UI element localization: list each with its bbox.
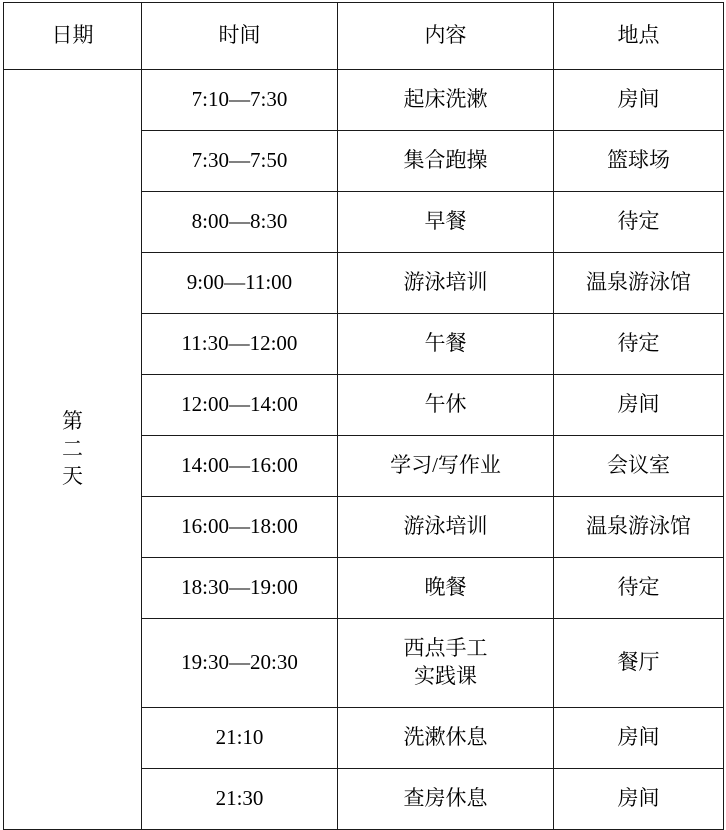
content-cell: 午休 [338, 375, 554, 436]
content-cell: 洗漱休息 [338, 708, 554, 769]
content-cell: 午餐 [338, 314, 554, 375]
place-cell: 篮球场 [554, 131, 724, 192]
day-label-text: 第二天 [61, 409, 83, 488]
place-cell: 房间 [554, 708, 724, 769]
time-cell: 21:30 [142, 769, 338, 830]
place-cell: 房间 [554, 70, 724, 131]
content-cell [338, 619, 554, 708]
time-cell: 18:30—19:00 [142, 558, 338, 619]
content-line: 实践课 [414, 664, 477, 688]
content-cell: 起床洗漱 [338, 70, 554, 131]
time-cell: 9:00—11:00 [142, 253, 338, 314]
time-cell: 7:30—7:50 [142, 131, 338, 192]
table-body [4, 70, 724, 830]
place-cell: 会议室 [554, 436, 724, 497]
time-cell: 8:00—8:30 [142, 192, 338, 253]
time-cell: 11:30—12:00 [142, 314, 338, 375]
place-cell: 房间 [554, 375, 724, 436]
time-cell: 12:00—14:00 [142, 375, 338, 436]
place-cell: 餐厅 [554, 619, 724, 708]
time-cell: 7:10—7:30 [142, 70, 338, 131]
place-cell: 温泉游泳馆 [554, 253, 724, 314]
time-cell: 16:00—18:00 [142, 497, 338, 558]
content-cell: 晚餐 [338, 558, 554, 619]
content-cell: 查房休息 [338, 769, 554, 830]
column-header-content: 内容 [338, 3, 554, 70]
place-cell: 温泉游泳馆 [554, 497, 724, 558]
time-cell: 14:00—16:00 [142, 436, 338, 497]
day-label-cell [4, 70, 142, 830]
column-header-time: 时间 [142, 3, 338, 70]
content-cell: 早餐 [338, 192, 554, 253]
content-cell: 游泳培训 [338, 497, 554, 558]
time-cell: 21:10 [142, 708, 338, 769]
schedule-table [3, 2, 724, 830]
content-cell: 集合跑操 [338, 131, 554, 192]
column-header-place: 地点 [554, 3, 724, 70]
header-row [4, 3, 724, 70]
content-cell: 学习/写作业 [338, 436, 554, 497]
time-cell: 19:30—20:30 [142, 619, 338, 708]
content-line: 西点手工 [403, 636, 488, 661]
column-header-date: 日期 [4, 3, 142, 70]
table-row [4, 70, 724, 131]
place-cell: 房间 [554, 769, 724, 830]
content-cell: 游泳培训 [338, 253, 554, 314]
table-header [4, 3, 724, 70]
place-cell: 待定 [554, 558, 724, 619]
place-cell: 待定 [554, 192, 724, 253]
place-cell: 待定 [554, 314, 724, 375]
